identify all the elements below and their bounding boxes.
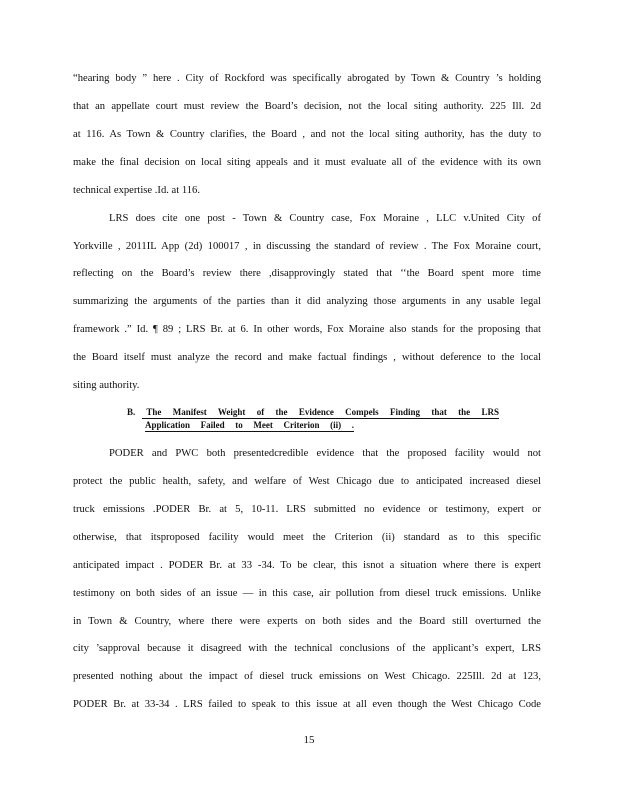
heading-underline [145, 431, 354, 432]
text-line: in Town & Country, where there were experts on both sides and the Board still overturned the [73, 616, 541, 627]
text-line: that an appellate court must review the Board’s decision, not the local siting authority. 225 Ill. 2d [73, 101, 541, 112]
text-line: at 116. As Town & Country clarifies, the Board , and not the local siting authority, has the duty to [73, 129, 541, 140]
text-line: technical expertise .Id. at 116. [73, 185, 200, 196]
text-line: anticipated impact . PODER Br. at 33 -34. To be clear, this isnot a situation where there is expert [73, 560, 541, 571]
text-line: otherwise, that itsproposed facility would meet the Criterion (ii) standard as to this specific [73, 532, 541, 543]
section-heading-line-2: Application Failed to Meet Criterion (ii) . [145, 420, 354, 430]
text-line: make the final decision on local siting appeals and it must evaluate all of the evidence with its own [73, 157, 541, 168]
text-line: truck emissions .PODER Br. at 5, 10-11. LRS submitted no evidence or testimony, expert or [73, 504, 541, 515]
section-heading-line-1: B. The Manifest Weight of the Evidence Compels Finding that the LRS [127, 407, 499, 417]
text-line: presented nothing about the impact of diesel truck emissions on West Chicago. 225Ill. 2d at 123, [73, 671, 541, 682]
heading-underline [142, 418, 499, 419]
text-line: reflecting on the Board’s review there ,disapprovingly stated that ‘‘the Board spent more time [73, 268, 541, 279]
page-number: 15 [303, 734, 315, 746]
text-line: framework .” Id. ¶ 89 ; LRS Br. at 6. In other words, Fox Moraine also stands for the proposing that [73, 324, 541, 335]
paragraph-first-line: PODER and PWC both presentedcredible evidence that the proposed facility would not [109, 448, 541, 459]
paragraph-first-line: LRS does cite one post - Town & Country case, Fox Moraine , LLC v.United City of [109, 213, 541, 224]
text-line: Yorkville , 2011IL App (2d) 100017 , in discussing the standard of review . The Fox Moraine court, [73, 241, 541, 252]
text-line: testimony on both sides of an issue — in this case, air pollution from diesel truck emissions. Unlike [73, 588, 541, 599]
text-line: siting authority. [73, 380, 140, 391]
text-line: “hearing body ” here . City of Rockford was specifically abrogated by Town & Country ’s holding [73, 73, 541, 84]
text-line: summarizing the arguments of the parties than it did analyzing those arguments in any usable legal [73, 296, 541, 307]
text-line: protect the public health, safety, and welfare of West Chicago due to anticipated increased diesel [73, 476, 541, 487]
text-line: PODER Br. at 33-34 . LRS failed to speak to this issue at all even though the West Chicago Code [73, 699, 541, 710]
text-line: city ’sapproval because it disagreed with the technical conclusions of the applicant’s expert, LRS [73, 643, 541, 654]
text-line: the Board itself must analyze the record and make factual findings , without deference to the local [73, 352, 541, 363]
